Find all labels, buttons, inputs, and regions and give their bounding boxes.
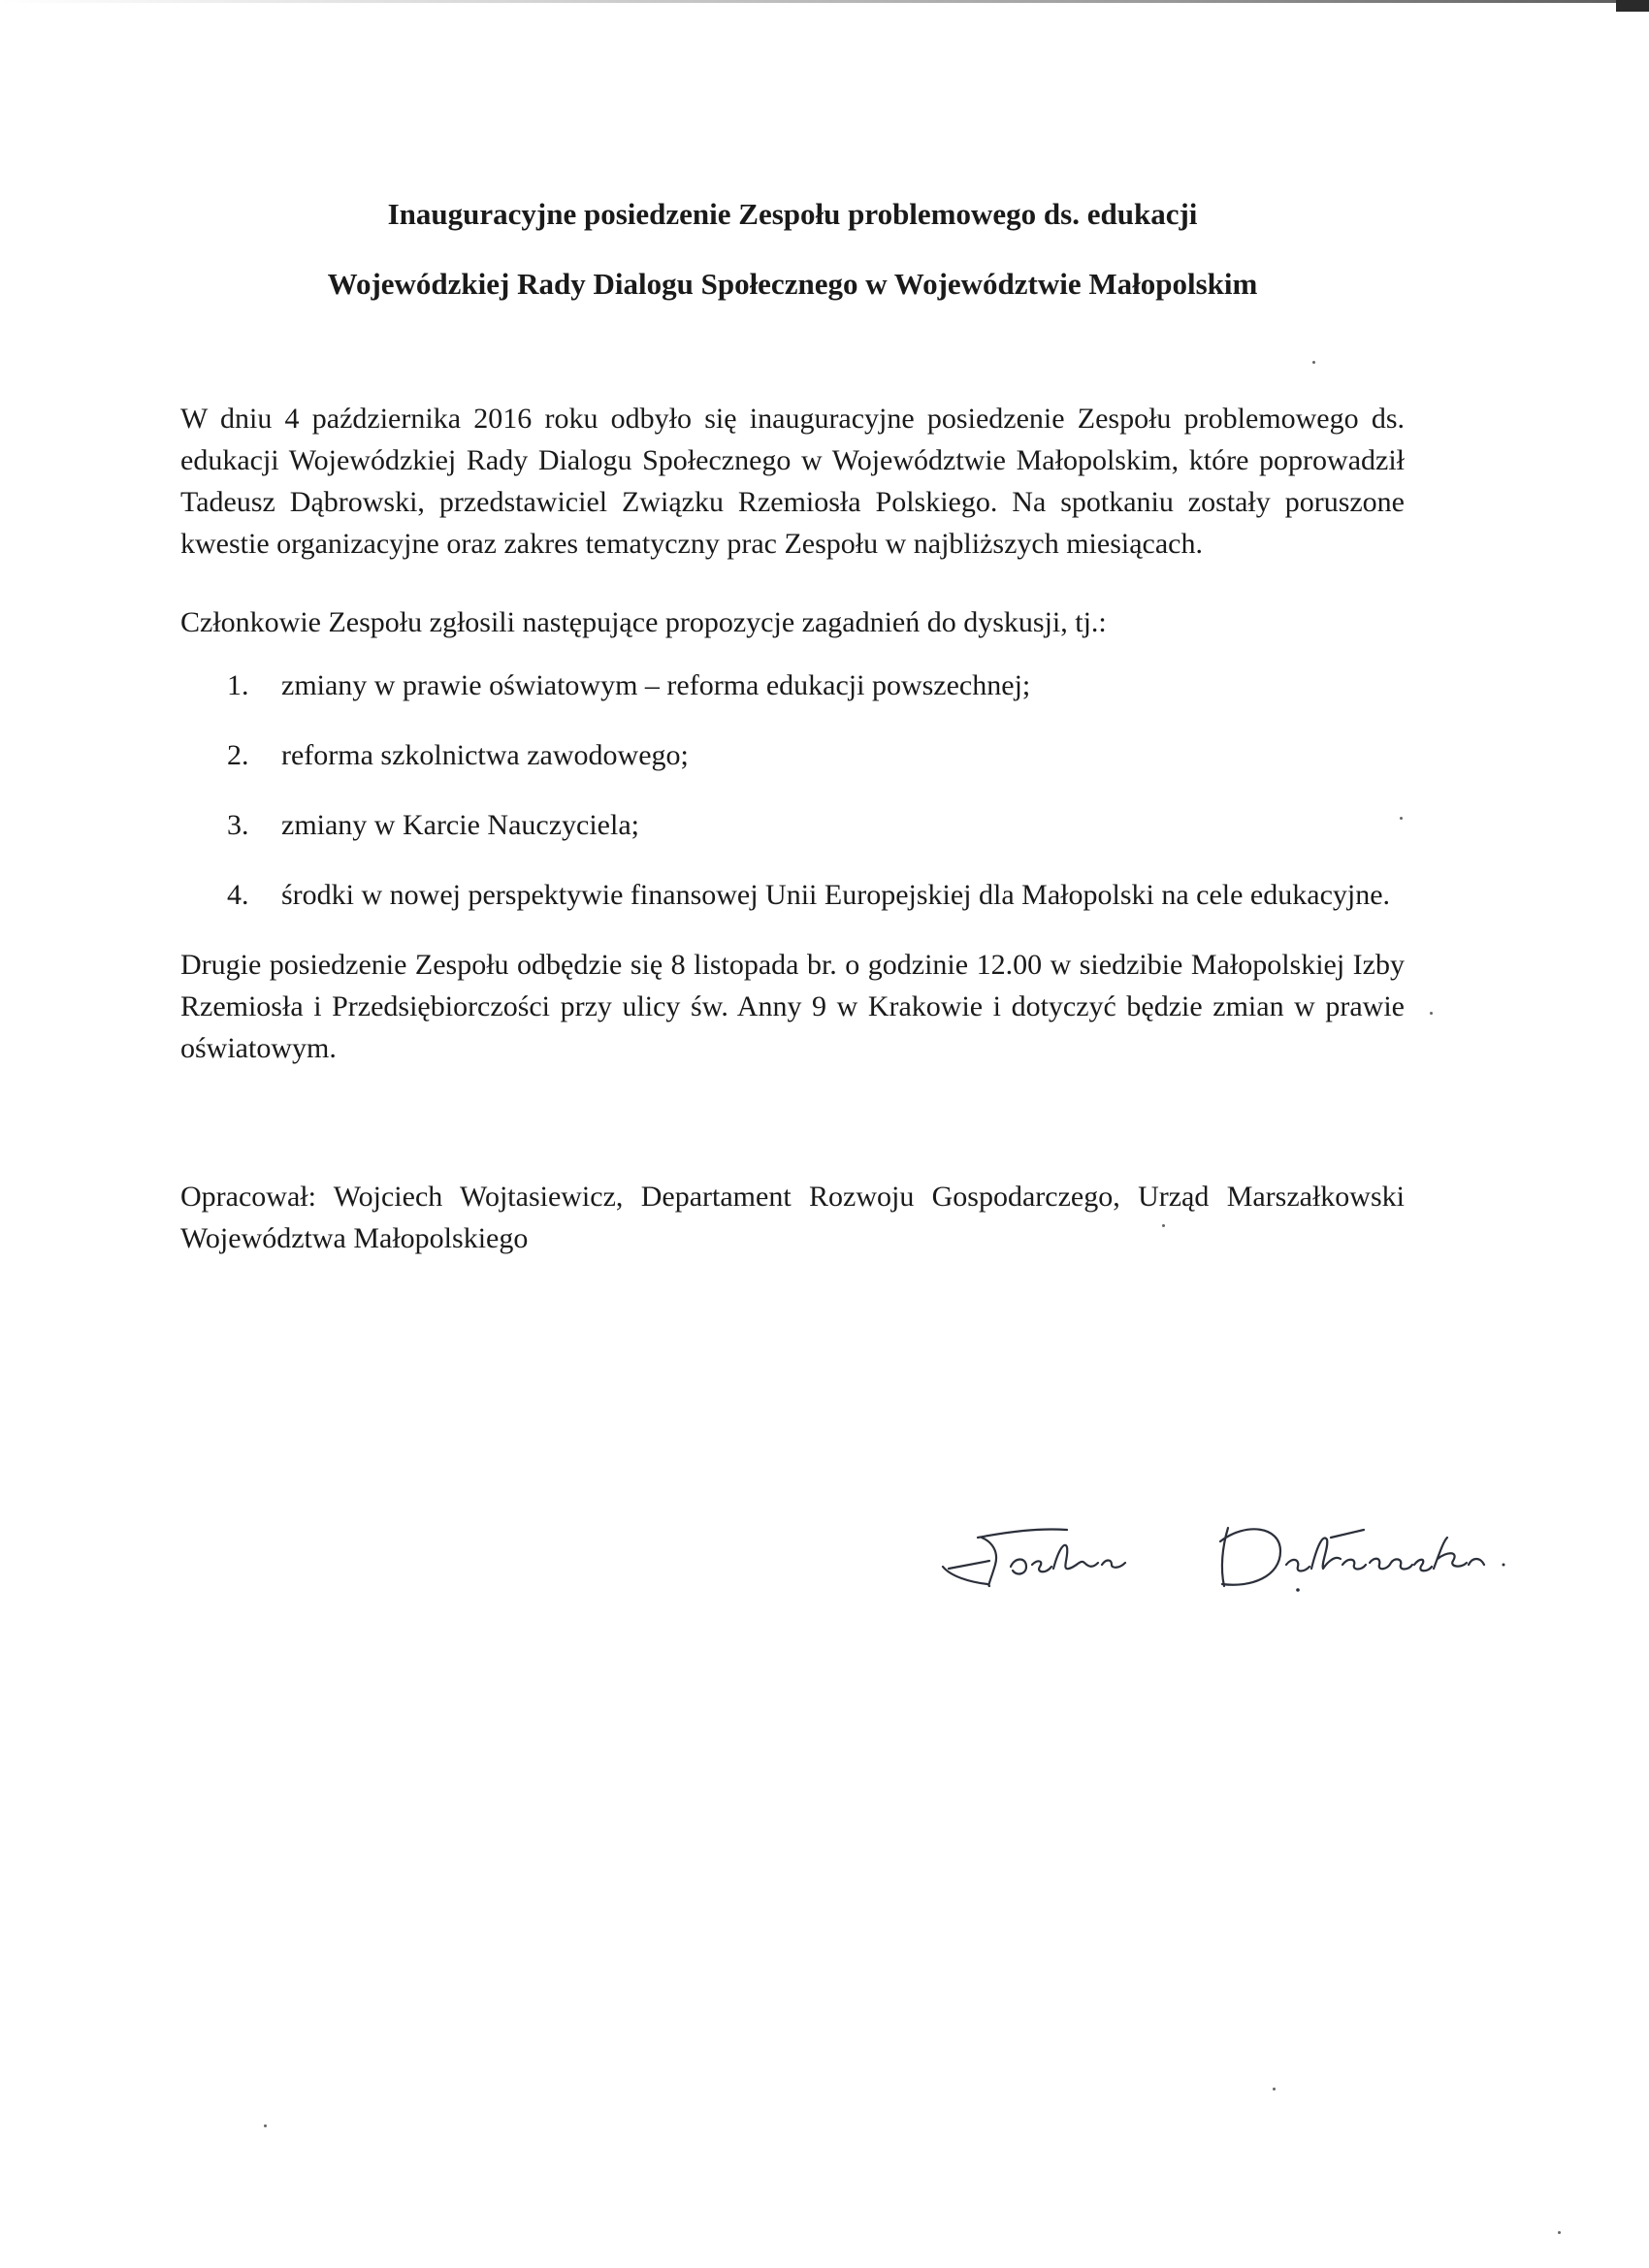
- prepared-by: Opracował: Wojciech Wojtasiewicz, Departament Rozwoju Gospodarczego, Urząd Marszałkowski Województwa Małopolskiego: [180, 1181, 1405, 1254]
- list-item-number: 1.: [227, 669, 249, 701]
- scan-speck: [1312, 361, 1315, 364]
- document-title: [180, 190, 1405, 308]
- list-item: [180, 664, 1405, 706]
- scan-speck: [1400, 817, 1403, 820]
- scan-speck: [1273, 2088, 1276, 2090]
- scan-corner-mark: [1616, 0, 1649, 12]
- list-item: [180, 804, 1405, 846]
- list-item-number: 2.: [227, 739, 249, 771]
- list-item-text: reforma szkolnictwa zawodowego;: [281, 739, 689, 771]
- list-item: [180, 874, 1405, 916]
- intro-paragraph: W dniu 4 października 2016 roku odbyło się inauguracyjne posiedzenie Zespołu problemowego ds. edukacji Wojewódzkiej Rady Dialogu Społecznego w Województwie Małopolskim, które poprowadził Tadeusz Dąbrowski, przedstawiciel Związku Rzemiosła Polskiego. Na spotkaniu zostały poruszone kwestie organizacyjne oraz zakres tematyczny prac Zespołu w najbliższych miesiącach.: [180, 403, 1405, 560]
- scan-speck: [264, 2124, 267, 2127]
- title-line-2: Wojewódzkiej Rady Dialogu Społecznego w Województwie Małopolskim: [327, 267, 1258, 301]
- list-item-text: zmiany w prawie oświatowym – reforma edukacji powszechnej;: [281, 669, 1031, 701]
- list-item-number: 4.: [227, 879, 249, 911]
- next-meeting-paragraph: Drugie posiedzenie Zespołu odbędzie się 8 listopada br. o godzinie 12.00 w siedzibie Małopolskiej Izby Rzemiosła i Przedsiębiorczości przy ulicy św. Anny 9 w Krakowie i dotyczyć będzie zmian w prawie oświatowym.: [180, 949, 1405, 1064]
- list-item-number: 3.: [227, 809, 249, 841]
- title-line-1: Inauguracyjne posiedzenie Zespołu problemowego ds. edukacji: [387, 197, 1198, 231]
- scan-speck: [1162, 1224, 1165, 1227]
- scan-edge: [0, 0, 1649, 3]
- topics-lead: Członkowie Zespołu zgłosili następujące propozycje zagadnień do dyskusji, tj.:: [180, 606, 1107, 638]
- document-page: [180, 190, 1405, 1259]
- list-item: [180, 734, 1405, 776]
- scan-speck: [1558, 2231, 1561, 2234]
- scan-speck: [1430, 1012, 1433, 1015]
- list-item-text: środki w nowej perspektywie finansowej Unii Europejskiej dla Małopolski na cele edukacyjne.: [281, 879, 1391, 911]
- list-item-text: zmiany w Karcie Nauczyciela;: [281, 809, 639, 841]
- topics-list: [180, 664, 1405, 916]
- handwritten-signature: [931, 1508, 1513, 1596]
